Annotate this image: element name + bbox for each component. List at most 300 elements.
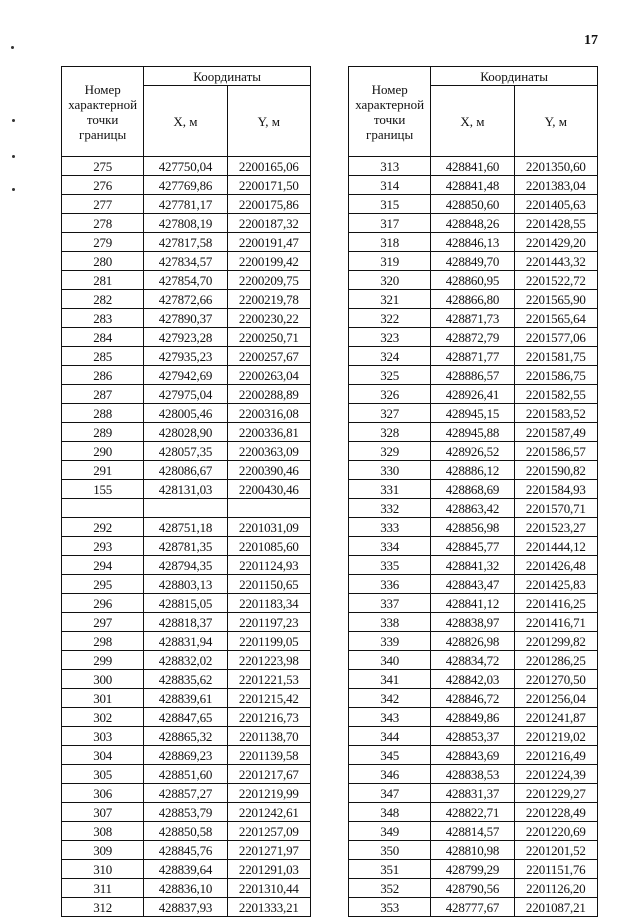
- point-number-cell: 344: [349, 727, 431, 746]
- x-coordinate-cell: 428057,35: [144, 442, 227, 461]
- y-coordinate-cell: 2200316,08: [227, 404, 310, 423]
- table-row: [62, 822, 311, 841]
- point-number-header: Номер характерной точки границы: [349, 67, 431, 157]
- table-row: [62, 841, 311, 860]
- table-row: [349, 385, 598, 404]
- point-number-cell: 352: [349, 879, 431, 898]
- x-coordinate-cell: 428803,13: [144, 575, 227, 594]
- x-coordinate-cell: 428926,52: [431, 442, 514, 461]
- table-row: [62, 499, 311, 518]
- y-coordinate-cell: 2201241,87: [514, 708, 597, 727]
- y-coordinate-cell: 2200288,89: [227, 385, 310, 404]
- point-number-cell: 318: [349, 233, 431, 252]
- table-row: [349, 556, 598, 575]
- point-number-cell: 296: [62, 594, 144, 613]
- x-coordinate-cell: 428005,46: [144, 404, 227, 423]
- table-row: [349, 594, 598, 613]
- x-coordinate-cell: 427923,28: [144, 328, 227, 347]
- table-row: [62, 347, 311, 366]
- y-coordinate-cell: 2201429,20: [514, 233, 597, 252]
- table-row: [62, 385, 311, 404]
- table-row: [62, 366, 311, 385]
- point-number-cell: 282: [62, 290, 144, 309]
- point-number-cell: 277: [62, 195, 144, 214]
- point-number-cell: 289: [62, 423, 144, 442]
- point-number-cell: 302: [62, 708, 144, 727]
- table-row: [349, 575, 598, 594]
- x-coordinate-cell: 427781,17: [144, 195, 227, 214]
- x-coordinate-cell: 427854,70: [144, 271, 227, 290]
- point-number-cell: 349: [349, 822, 431, 841]
- y-coordinate-cell: 2201587,49: [514, 423, 597, 442]
- point-number-cell: 281: [62, 271, 144, 290]
- point-number-cell: 348: [349, 803, 431, 822]
- point-number-cell: 301: [62, 689, 144, 708]
- x-coordinate-cell: 428856,98: [431, 518, 514, 537]
- x-coordinate-cell: 428818,37: [144, 613, 227, 632]
- x-coordinate-cell: 428851,60: [144, 765, 227, 784]
- point-number-cell: 319: [349, 252, 431, 271]
- x-coordinate-cell: 428131,03: [144, 480, 227, 499]
- y-coordinate-cell: 2201242,61: [227, 803, 310, 822]
- table-row: [349, 290, 598, 309]
- x-coordinate-cell: 428850,58: [144, 822, 227, 841]
- x-coordinate-cell: 428845,77: [431, 537, 514, 556]
- point-number-cell: 336: [349, 575, 431, 594]
- y-coordinate-cell: 2201138,70: [227, 727, 310, 746]
- x-coordinate-cell: 428835,62: [144, 670, 227, 689]
- point-number-cell: 325: [349, 366, 431, 385]
- point-number-cell: 279: [62, 233, 144, 252]
- point-number-cell: 345: [349, 746, 431, 765]
- x-coordinate-cell: 428841,60: [431, 157, 514, 176]
- point-number-cell: 294: [62, 556, 144, 575]
- table-row: [349, 879, 598, 898]
- x-coordinate-cell: 428845,76: [144, 841, 227, 860]
- point-number-cell: [62, 499, 144, 518]
- x-coordinate-cell: 428831,94: [144, 632, 227, 651]
- coordinates-header: Координаты: [144, 67, 311, 86]
- x-coordinate-cell: 428846,72: [431, 689, 514, 708]
- x-coordinate-cell: 428794,35: [144, 556, 227, 575]
- y-coordinate-cell: 2201085,60: [227, 537, 310, 556]
- table-row: [62, 423, 311, 442]
- y-coordinate-cell: 2201217,67: [227, 765, 310, 784]
- table-row: [62, 195, 311, 214]
- point-number-cell: 323: [349, 328, 431, 347]
- table-row: [349, 461, 598, 480]
- table-row: [349, 518, 598, 537]
- table-row: [62, 157, 311, 176]
- y-coordinate-cell: 2201270,50: [514, 670, 597, 689]
- table-row: [62, 879, 311, 898]
- table-row: [62, 632, 311, 651]
- point-number-cell: 308: [62, 822, 144, 841]
- y-coordinate-cell: 2201126,20: [514, 879, 597, 898]
- point-number-cell: 283: [62, 309, 144, 328]
- x-coordinate-cell: 428839,64: [144, 860, 227, 879]
- y-coordinate-cell: 2201183,34: [227, 594, 310, 613]
- x-coordinate-cell: 428886,57: [431, 366, 514, 385]
- coordinates-table-left: [61, 66, 311, 917]
- x-coordinate-cell: 428841,48: [431, 176, 514, 195]
- point-number-cell: 280: [62, 252, 144, 271]
- table-row: [62, 613, 311, 632]
- table-row: [349, 404, 598, 423]
- point-number-cell: 286: [62, 366, 144, 385]
- x-coordinate-cell: 428871,77: [431, 347, 514, 366]
- y-coordinate-cell: 2201124,93: [227, 556, 310, 575]
- y-coordinate-cell: 2201199,05: [227, 632, 310, 651]
- table-row: [349, 898, 598, 917]
- point-number-cell: 331: [349, 480, 431, 499]
- point-number-cell: 298: [62, 632, 144, 651]
- x-coordinate-cell: 428945,15: [431, 404, 514, 423]
- x-coordinate-cell: [144, 499, 227, 518]
- point-number-cell: 343: [349, 708, 431, 727]
- x-coordinate-cell: 428834,72: [431, 651, 514, 670]
- y-coordinate-cell: 2201443,32: [514, 252, 597, 271]
- y-coordinate-cell: 2201405,63: [514, 195, 597, 214]
- y-coordinate-cell: 2200430,46: [227, 480, 310, 499]
- y-coordinate-cell: 2201201,52: [514, 841, 597, 860]
- point-number-cell: 351: [349, 860, 431, 879]
- y-coordinate-cell: 2201383,04: [514, 176, 597, 195]
- table-row: [62, 271, 311, 290]
- point-number-cell: 324: [349, 347, 431, 366]
- y-coordinate-cell: 2201523,27: [514, 518, 597, 537]
- table-row: [349, 328, 598, 347]
- table-row: [349, 841, 598, 860]
- y-coordinate-cell: 2201216,73: [227, 708, 310, 727]
- point-number-cell: 278: [62, 214, 144, 233]
- x-coordinate-cell: 428886,12: [431, 461, 514, 480]
- point-number-cell: 285: [62, 347, 144, 366]
- y-coordinate-cell: 2200209,75: [227, 271, 310, 290]
- table-row: [349, 632, 598, 651]
- x-coordinate-cell: 428926,41: [431, 385, 514, 404]
- y-coordinate-cell: 2201219,02: [514, 727, 597, 746]
- point-number-cell: 291: [62, 461, 144, 480]
- table-row: [62, 575, 311, 594]
- point-number-cell: 307: [62, 803, 144, 822]
- point-number-cell: 290: [62, 442, 144, 461]
- point-number-cell: 342: [349, 689, 431, 708]
- x-coordinate-cell: 428843,69: [431, 746, 514, 765]
- x-coordinate-cell: 427808,19: [144, 214, 227, 233]
- point-number-cell: 317: [349, 214, 431, 233]
- point-number-cell: 309: [62, 841, 144, 860]
- y-coordinate-cell: 2201220,69: [514, 822, 597, 841]
- y-coordinate-cell: 2201221,53: [227, 670, 310, 689]
- y-coordinate-cell: 2201586,75: [514, 366, 597, 385]
- scan-speck: [12, 188, 15, 191]
- table-row: [62, 252, 311, 271]
- x-coordinate-cell: 428853,79: [144, 803, 227, 822]
- y-coordinate-cell: 2200191,47: [227, 233, 310, 252]
- table-row: [62, 176, 311, 195]
- x-coordinate-cell: 428799,29: [431, 860, 514, 879]
- y-coordinate-cell: 2200250,71: [227, 328, 310, 347]
- x-coordinate-cell: 428839,61: [144, 689, 227, 708]
- x-coordinate-cell: 428790,56: [431, 879, 514, 898]
- table-row: [62, 537, 311, 556]
- point-number-cell: 303: [62, 727, 144, 746]
- table-row: [62, 594, 311, 613]
- point-number-cell: 287: [62, 385, 144, 404]
- table-row: [62, 803, 311, 822]
- y-coordinate-cell: 2201444,12: [514, 537, 597, 556]
- point-number-cell: 334: [349, 537, 431, 556]
- y-coordinate-cell: 2201224,39: [514, 765, 597, 784]
- point-number-cell: 350: [349, 841, 431, 860]
- table-row: [349, 480, 598, 499]
- x-coordinate-cell: 428810,98: [431, 841, 514, 860]
- x-coordinate-cell: 428847,65: [144, 708, 227, 727]
- y-coordinate-cell: 2201271,97: [227, 841, 310, 860]
- point-number-cell: 313: [349, 157, 431, 176]
- point-number-cell: 297: [62, 613, 144, 632]
- point-number-cell: 288: [62, 404, 144, 423]
- y-coordinate-cell: 2201291,03: [227, 860, 310, 879]
- point-number-cell: 311: [62, 879, 144, 898]
- table-row: [62, 689, 311, 708]
- table-row: [349, 423, 598, 442]
- point-number-cell: 293: [62, 537, 144, 556]
- y-coordinate-cell: 2201087,21: [514, 898, 597, 917]
- x-coordinate-cell: 428857,27: [144, 784, 227, 803]
- point-number-cell: 347: [349, 784, 431, 803]
- table-row: [62, 651, 311, 670]
- y-coordinate-cell: 2201416,25: [514, 594, 597, 613]
- point-number-cell: 340: [349, 651, 431, 670]
- table-row: [349, 176, 598, 195]
- y-coordinate-cell: 2201228,49: [514, 803, 597, 822]
- x-coordinate-cell: 428086,67: [144, 461, 227, 480]
- point-number-cell: 321: [349, 290, 431, 309]
- point-number-cell: 339: [349, 632, 431, 651]
- y-coordinate-cell: 2201286,25: [514, 651, 597, 670]
- table-row: [349, 860, 598, 879]
- y-coordinate-cell: 2200230,22: [227, 309, 310, 328]
- y-coordinate-cell: 2200263,04: [227, 366, 310, 385]
- y-coordinate-cell: 2201350,60: [514, 157, 597, 176]
- x-coordinate-cell: 427890,37: [144, 309, 227, 328]
- y-coordinate-cell: 2201215,42: [227, 689, 310, 708]
- point-number-cell: 310: [62, 860, 144, 879]
- table-row: [349, 708, 598, 727]
- x-coordinate-cell: 427834,57: [144, 252, 227, 271]
- point-number-cell: 295: [62, 575, 144, 594]
- table-row: [349, 214, 598, 233]
- table-row: [62, 404, 311, 423]
- x-coordinate-cell: 428846,13: [431, 233, 514, 252]
- x-coordinate-cell: 428841,12: [431, 594, 514, 613]
- point-number-cell: 341: [349, 670, 431, 689]
- x-coordinate-cell: 428868,69: [431, 480, 514, 499]
- table-row: [62, 309, 311, 328]
- x-coordinate-cell: 428831,37: [431, 784, 514, 803]
- table-row: [349, 366, 598, 385]
- x-coordinate-cell: 428849,70: [431, 252, 514, 271]
- table-row: [62, 556, 311, 575]
- x-coordinate-cell: 428849,86: [431, 708, 514, 727]
- point-number-cell: 329: [349, 442, 431, 461]
- x-coordinate-cell: 428836,10: [144, 879, 227, 898]
- right-table-body: [349, 157, 598, 917]
- point-number-cell: 300: [62, 670, 144, 689]
- y-coordinate-cell: 2201582,55: [514, 385, 597, 404]
- x-coordinate-cell: 427935,23: [144, 347, 227, 366]
- point-number-cell: 332: [349, 499, 431, 518]
- y-coordinate-cell: 2201583,52: [514, 404, 597, 423]
- x-coordinate-cell: 427750,04: [144, 157, 227, 176]
- table-row: [62, 233, 311, 252]
- x-coordinate-cell: 428838,97: [431, 613, 514, 632]
- y-coordinate-cell: 2201428,55: [514, 214, 597, 233]
- point-number-cell: 305: [62, 765, 144, 784]
- y-coordinate-cell: 2201216,49: [514, 746, 597, 765]
- table-row: [62, 214, 311, 233]
- x-header: X, м: [144, 86, 227, 157]
- y-coordinate-cell: 2200199,42: [227, 252, 310, 271]
- y-coordinate-cell: 2201565,64: [514, 309, 597, 328]
- y-coordinate-cell: 2201031,09: [227, 518, 310, 537]
- table-row: [62, 290, 311, 309]
- y-coordinate-cell: 2201150,65: [227, 575, 310, 594]
- point-number-cell: 353: [349, 898, 431, 917]
- y-coordinate-cell: 2201223,98: [227, 651, 310, 670]
- x-coordinate-cell: 428781,35: [144, 537, 227, 556]
- x-coordinate-cell: 427872,66: [144, 290, 227, 309]
- x-coordinate-cell: 428842,03: [431, 670, 514, 689]
- x-coordinate-cell: 428853,37: [431, 727, 514, 746]
- table-row: [349, 499, 598, 518]
- y-coordinate-cell: 2201416,71: [514, 613, 597, 632]
- x-coordinate-cell: 428848,26: [431, 214, 514, 233]
- y-coordinate-cell: 2201570,71: [514, 499, 597, 518]
- y-coordinate-cell: 2200390,46: [227, 461, 310, 480]
- x-coordinate-cell: 428841,32: [431, 556, 514, 575]
- x-coordinate-cell: 428843,47: [431, 575, 514, 594]
- x-coordinate-cell: 428777,67: [431, 898, 514, 917]
- x-coordinate-cell: 428028,90: [144, 423, 227, 442]
- point-number-cell: 299: [62, 651, 144, 670]
- y-coordinate-cell: 2201565,90: [514, 290, 597, 309]
- x-coordinate-cell: 427975,04: [144, 385, 227, 404]
- x-coordinate-cell: 428860,95: [431, 271, 514, 290]
- y-coordinate-cell: 2201590,82: [514, 461, 597, 480]
- point-number-cell: 322: [349, 309, 431, 328]
- x-coordinate-cell: 428850,60: [431, 195, 514, 214]
- y-coordinate-cell: 2201333,21: [227, 898, 310, 917]
- point-number-cell: 312: [62, 898, 144, 917]
- table-row: [62, 898, 311, 917]
- y-coordinate-cell: 2200363,09: [227, 442, 310, 461]
- table-row: [349, 271, 598, 290]
- table-row: [349, 689, 598, 708]
- y-header: Y, м: [227, 86, 310, 157]
- x-coordinate-cell: 428814,57: [431, 822, 514, 841]
- table-row: [349, 746, 598, 765]
- x-coordinate-cell: 428838,53: [431, 765, 514, 784]
- y-coordinate-cell: [227, 499, 310, 518]
- x-coordinate-cell: 428751,18: [144, 518, 227, 537]
- table-row: [349, 252, 598, 271]
- table-row: [62, 727, 311, 746]
- table-row: [349, 765, 598, 784]
- x-coordinate-cell: 428826,98: [431, 632, 514, 651]
- table-row: [349, 803, 598, 822]
- x-coordinate-cell: 428822,71: [431, 803, 514, 822]
- table-row: [62, 442, 311, 461]
- y-coordinate-cell: 2201229,27: [514, 784, 597, 803]
- y-coordinate-cell: 2200219,78: [227, 290, 310, 309]
- x-header: X, м: [431, 86, 514, 157]
- x-coordinate-cell: 428866,80: [431, 290, 514, 309]
- x-coordinate-cell: 427942,69: [144, 366, 227, 385]
- y-coordinate-cell: 2201425,83: [514, 575, 597, 594]
- table-row: [349, 157, 598, 176]
- y-coordinate-cell: 2200187,32: [227, 214, 310, 233]
- page-number: 17: [584, 33, 598, 48]
- table-row: [349, 784, 598, 803]
- y-coordinate-cell: 2201151,76: [514, 860, 597, 879]
- y-coordinate-cell: 2201310,44: [227, 879, 310, 898]
- y-header: Y, м: [514, 86, 597, 157]
- point-number-cell: 276: [62, 176, 144, 195]
- table-row: [349, 442, 598, 461]
- y-coordinate-cell: 2201139,58: [227, 746, 310, 765]
- point-number-cell: 335: [349, 556, 431, 575]
- point-number-cell: 304: [62, 746, 144, 765]
- x-coordinate-cell: 428863,42: [431, 499, 514, 518]
- y-coordinate-cell: 2201581,75: [514, 347, 597, 366]
- point-number-cell: 292: [62, 518, 144, 537]
- table-row: [349, 233, 598, 252]
- table-row: [349, 613, 598, 632]
- point-number-cell: 346: [349, 765, 431, 784]
- x-coordinate-cell: 427817,58: [144, 233, 227, 252]
- table-row: [349, 670, 598, 689]
- table-row: [62, 461, 311, 480]
- table-row: [62, 784, 311, 803]
- x-coordinate-cell: 428872,79: [431, 328, 514, 347]
- point-number-header: Номер характерной точки границы: [62, 67, 144, 157]
- table-row: [62, 518, 311, 537]
- y-coordinate-cell: 2200171,50: [227, 176, 310, 195]
- y-coordinate-cell: 2201584,93: [514, 480, 597, 499]
- x-coordinate-cell: 428871,73: [431, 309, 514, 328]
- table-row: [62, 765, 311, 784]
- x-coordinate-cell: 428832,02: [144, 651, 227, 670]
- table-row: [349, 309, 598, 328]
- y-coordinate-cell: 2201577,06: [514, 328, 597, 347]
- y-coordinate-cell: 2201522,72: [514, 271, 597, 290]
- table-row: [349, 195, 598, 214]
- point-number-cell: 333: [349, 518, 431, 537]
- table-row: [349, 347, 598, 366]
- x-coordinate-cell: 428865,32: [144, 727, 227, 746]
- y-coordinate-cell: 2200165,06: [227, 157, 310, 176]
- point-number-cell: 306: [62, 784, 144, 803]
- scan-speck: [11, 46, 14, 49]
- table-row: [349, 822, 598, 841]
- y-coordinate-cell: 2200257,67: [227, 347, 310, 366]
- point-number-cell: 328: [349, 423, 431, 442]
- table-row: [62, 746, 311, 765]
- y-coordinate-cell: 2201257,09: [227, 822, 310, 841]
